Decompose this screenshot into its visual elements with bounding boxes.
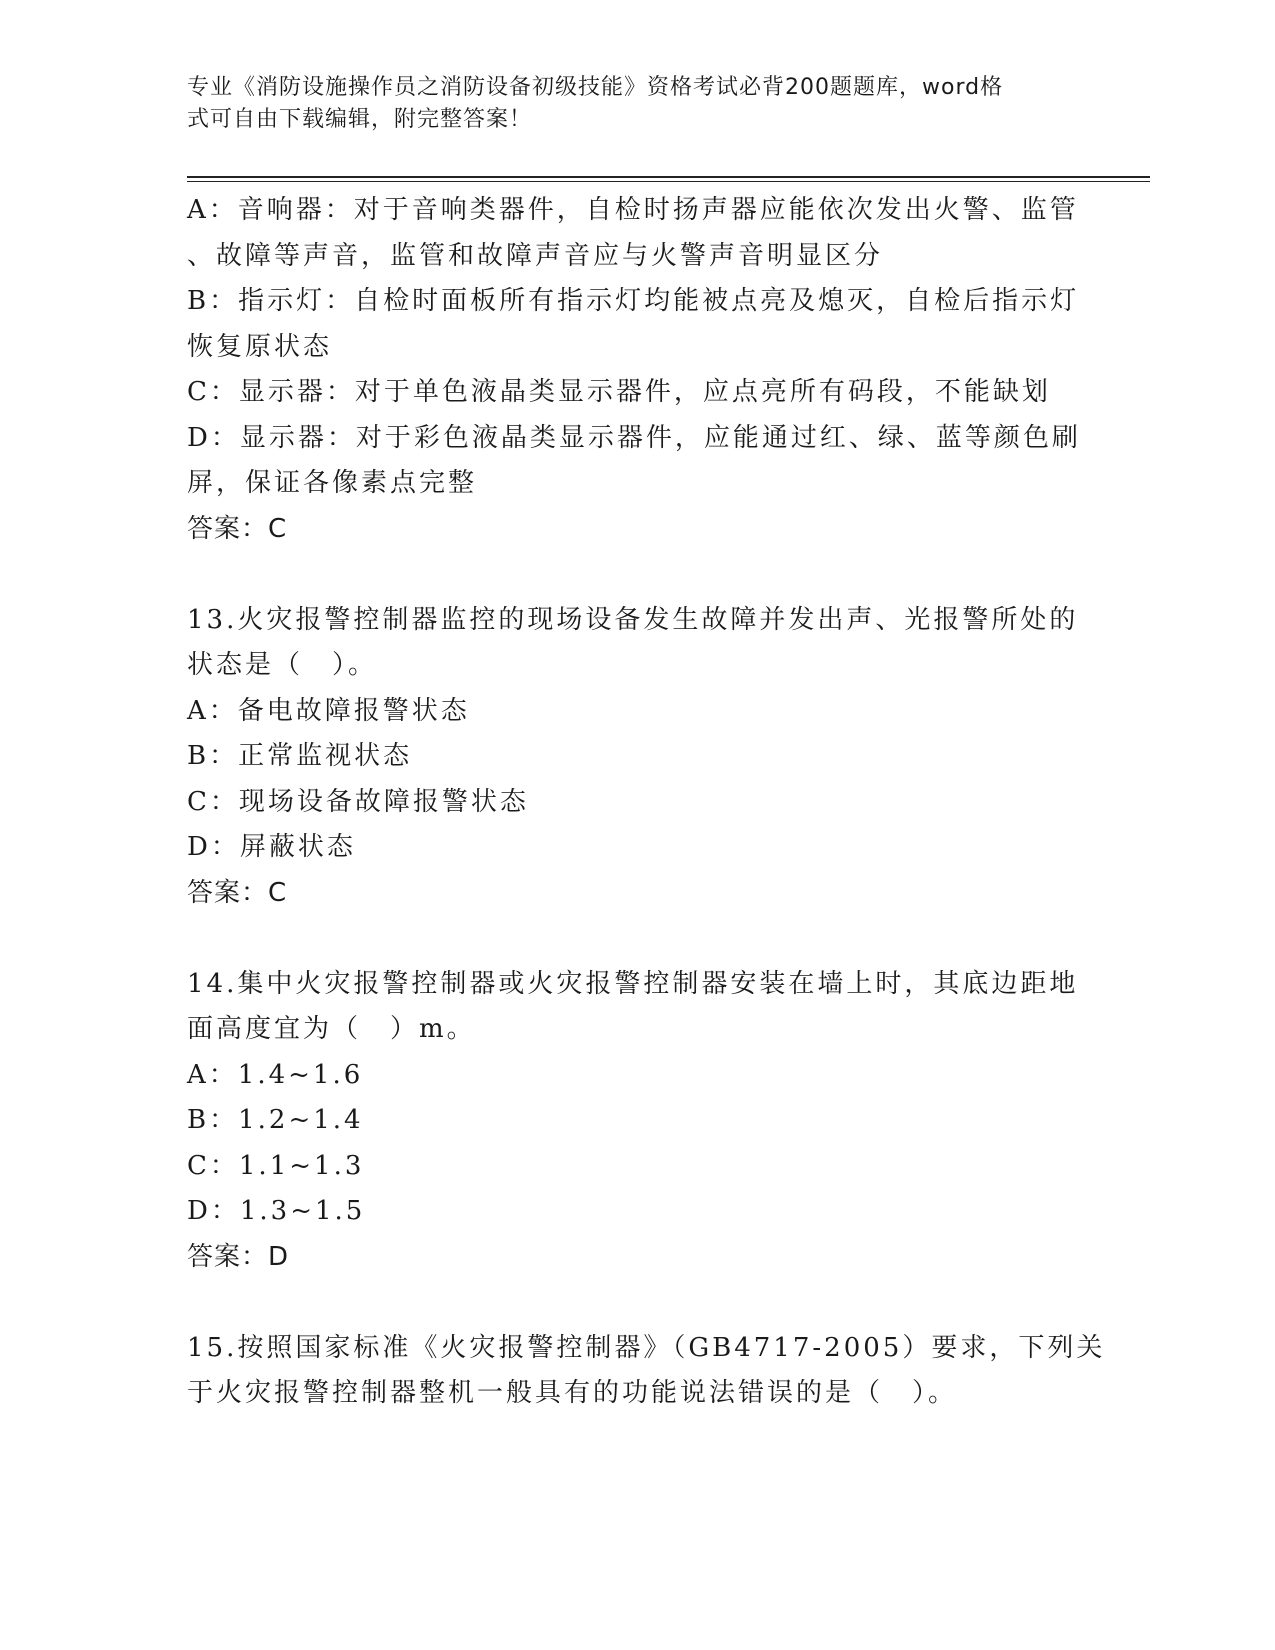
header-divider-thick: [187, 176, 1150, 178]
answer-label: 答案：: [187, 1241, 269, 1272]
answer-value: C: [268, 877, 288, 908]
answer-label: 答案：: [187, 877, 269, 908]
option-b: B：正常监视状态: [187, 741, 413, 771]
answer-label: 答案：: [187, 513, 269, 544]
spacer: [187, 916, 1087, 962]
answer-row: [187, 507, 1087, 553]
question-12: [187, 188, 1087, 552]
option-c-line-1: C：显示器：对于单色液晶类显示器件，应点亮所有码段，不能缺划: [187, 377, 1051, 407]
answer-row: [187, 1235, 1087, 1281]
answer-value: C: [268, 513, 288, 544]
question-stem-line-1: 13.火灾报警控制器监控的现场设备发生故障并发出声、光报警所处的: [187, 604, 1079, 635]
question-13: [187, 598, 1087, 917]
question-stem-line-1: 14.集中火灾报警控制器或火灾报警控制器安装在墙上时，其底边距地: [187, 968, 1079, 999]
option-d: D：1.3~1.5: [187, 1196, 366, 1226]
option-b-line-1: B：指示灯：自检时面板所有指示灯均能被点亮及熄灭，自检后指示灯: [187, 286, 1080, 316]
option-c: C：现场设备故障报警状态: [187, 786, 529, 817]
question-stem-line-1: 15.按照国家标准《火灾报警控制器》（GB4717-2005）要求，下列关: [187, 1332, 1106, 1363]
question-14: [187, 962, 1087, 1281]
option-d: D：屏蔽状态: [187, 832, 356, 862]
option-d-line-2: 屏，保证各像素点完整: [187, 468, 478, 498]
option-a-line-1: A：音响器：对于音响类器件，自检时扬声器应能依次发出火警、监管: [187, 195, 1079, 225]
option-a-line-2: 、故障等声音，监管和故障声音应与火警声音明显区分: [187, 240, 884, 271]
answer-row: [187, 871, 1087, 917]
option-b: B：1.2~1.4: [187, 1105, 364, 1135]
option-b-line-2: 恢复原状态: [187, 331, 333, 362]
question-stem-line-2: 于火灾报警控制器整机一般具有的功能说法错误的是（ ）。: [187, 1378, 958, 1408]
spacer: [187, 1280, 1087, 1326]
header-divider-thin: [187, 181, 1150, 182]
answer-value: D: [268, 1241, 290, 1272]
option-d-line-1: D：显示器：对于彩色液晶类显示器件，应能通过红、绿、蓝等颜色刷: [187, 422, 1081, 453]
option-c: C：1.1~1.3: [187, 1150, 365, 1181]
spacer: [187, 552, 1087, 598]
question-15: [187, 1326, 1106, 1417]
option-a: A：备电故障报警状态: [187, 695, 470, 726]
question-content: [187, 188, 1106, 1417]
document-header: [187, 72, 1067, 136]
header-line-2: 式可自由下载编辑，附完整答案！: [187, 107, 533, 132]
header-line-1: 专业《消防设施操作员之消防设备初级技能》资格考试必背200题题库，word格: [187, 75, 1004, 100]
question-stem-line-2: 面高度宜为（ ）m。: [187, 1014, 476, 1044]
question-stem-line-2: 状态是（ ）。: [187, 650, 378, 680]
option-a: A：1.4~1.6: [187, 1059, 364, 1090]
